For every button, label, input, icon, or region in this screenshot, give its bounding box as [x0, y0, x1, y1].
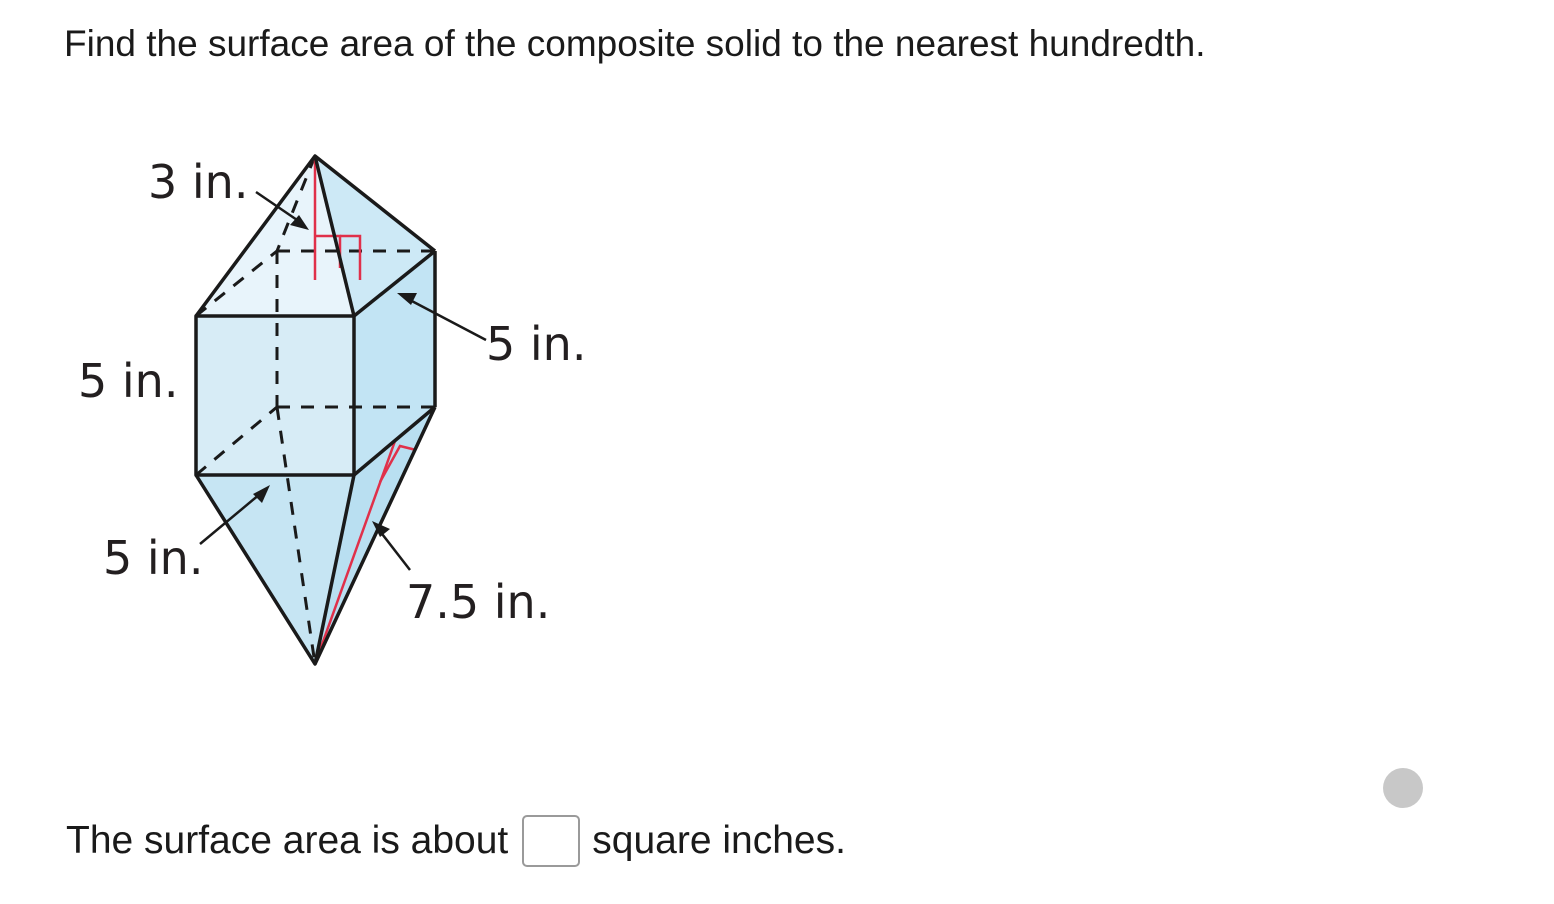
surface-area-answer-input[interactable] [522, 815, 580, 867]
composite-solid-diagram [60, 140, 620, 680]
composite-solid-figure [60, 140, 620, 680]
prism-front-face [196, 316, 354, 475]
answer-suffix: square inches. [592, 819, 846, 862]
label-bottom-slant-height: 7.5 in. [406, 575, 551, 629]
label-prism-depth: 5 in. [103, 531, 204, 585]
label-top-pyramid-height: 3 in. [148, 155, 249, 209]
label-prism-height: 5 in. [78, 354, 179, 408]
question-prompt: Find the surface area of the composite solid to the nearest hundredth. [64, 23, 1206, 64]
answer-sentence [66, 812, 846, 870]
status-indicator-dot [1383, 768, 1423, 808]
answer-prefix: The surface area is about [66, 819, 509, 862]
label-prism-width: 5 in. [486, 317, 587, 371]
bottom-pyramid-front-face [196, 475, 354, 664]
